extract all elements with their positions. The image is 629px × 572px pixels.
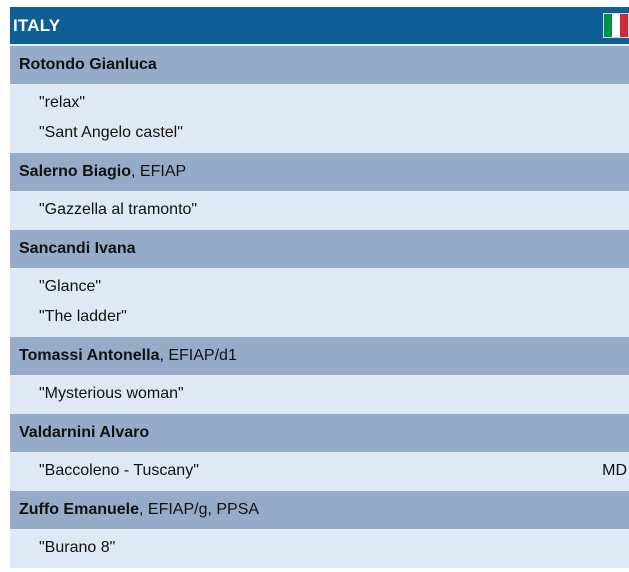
photo-title: "Mysterious woman" (39, 385, 184, 402)
photo-title: "Baccoleno - Tuscany" (39, 462, 199, 479)
author-name: Valdarnini Alvaro (19, 424, 150, 441)
author-name: Sancandi Ivana (19, 240, 136, 257)
photo-title-row (10, 88, 629, 118)
award-badge: MD (602, 462, 627, 479)
photo-title: "Glance" (39, 278, 102, 295)
photo-title: "The ladder" (39, 308, 127, 325)
photo-title-row (10, 379, 629, 409)
photo-title-list (10, 530, 629, 568)
author-name: Tomassi Antonella (19, 347, 160, 364)
photo-title-list (10, 192, 629, 230)
photo-title-row (10, 302, 629, 332)
author-distinctions: , EFIAP/g, PPSA (139, 501, 260, 518)
country-name: ITALY (13, 15, 61, 35)
photo-title-row (10, 195, 629, 225)
photo-title: "Gazzella al tramonto" (39, 201, 198, 218)
photo-title-list (10, 85, 629, 153)
photo-title-row (10, 118, 629, 148)
country-results-panel (10, 7, 629, 572)
photo-title: "Burano 8" (39, 539, 116, 556)
author-row (10, 153, 629, 192)
photo-title-row (10, 272, 629, 302)
author-name: Salerno Biagio (19, 163, 132, 180)
flag-stripe-red (620, 14, 628, 37)
author-row (10, 414, 629, 453)
photo-title-row (10, 533, 629, 563)
author-name: Rotondo Gianluca (19, 56, 157, 73)
author-list (10, 46, 629, 568)
flag-stripe-white (612, 14, 620, 37)
author-name: Zuffo Emanuele (19, 501, 140, 518)
author-distinctions: , EFIAP/d1 (159, 347, 237, 364)
author-distinctions: , EFIAP (131, 163, 187, 180)
country-header (10, 7, 629, 46)
photo-title-list (10, 269, 629, 337)
photo-title: "Sant Angelo castel" (39, 124, 183, 141)
photo-title: "relax" (39, 94, 86, 111)
author-row (10, 46, 629, 85)
flag-stripe-green (604, 14, 612, 37)
photo-title-row (10, 456, 629, 486)
italy-flag-icon (603, 13, 629, 38)
author-row (10, 337, 629, 376)
photo-title-list (10, 376, 629, 414)
author-row (10, 230, 629, 269)
author-row (10, 491, 629, 530)
photo-title-list (10, 453, 629, 491)
